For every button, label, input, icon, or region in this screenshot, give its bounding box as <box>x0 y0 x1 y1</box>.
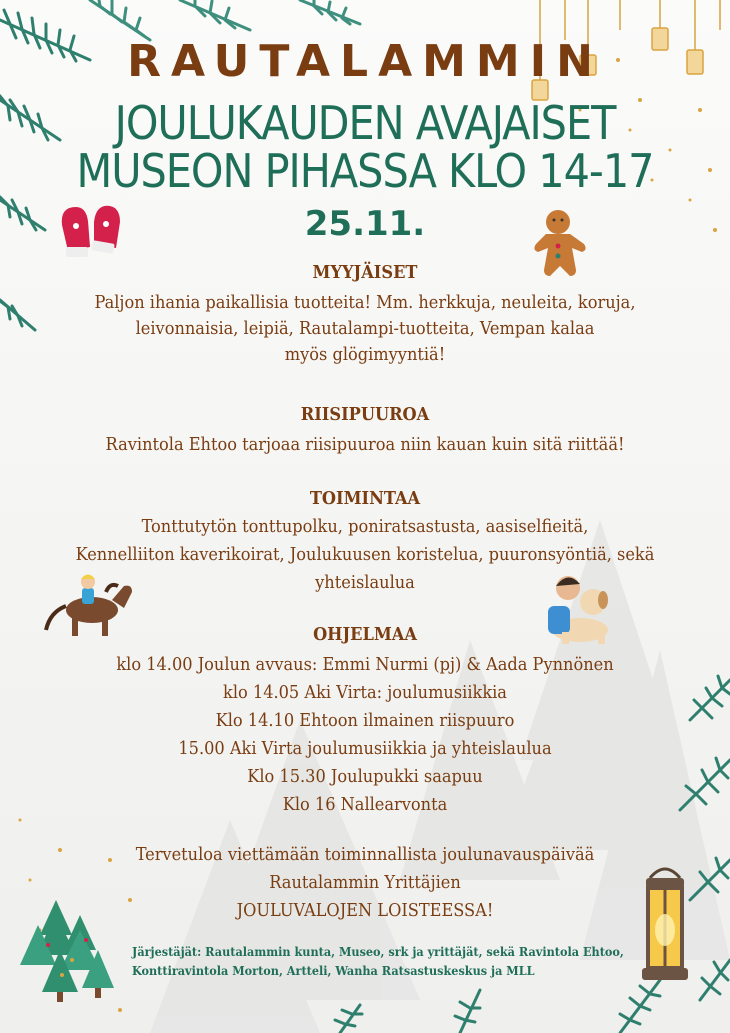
program-line: klo 14.05 Aki Virta: joulumusiikkia <box>223 682 507 703</box>
welcome-line: Tervetuloa viettämään toiminnallista joulunavauspäivää <box>135 844 595 865</box>
event-date: 25.11. <box>304 204 426 244</box>
organizers-line: Järjestäjät: Rautalammin kunta, Museo, srk ja yrittäjät, sekä Ravintola Ehtoo, <box>132 944 624 959</box>
section-line: myös glögimyyntiä! <box>284 344 446 365</box>
section-line: leivonnaisia, leipiä, Rautalampi-tuotteita, Vempan kalaa <box>135 318 595 339</box>
program-line: Klo 16 Nallearvonta <box>282 794 448 815</box>
section-title-myyjaiset: MYYJÄISET <box>312 262 418 283</box>
program-line: Klo 14.10 Ehtoon ilmainen riispuuro <box>215 710 515 731</box>
section-line: Tonttutytön tonttupolku, poniratsastusta, aasiselfieitä, <box>141 516 589 537</box>
program-line: Klo 15.30 Joulupukki saapuu <box>247 766 483 787</box>
pine-branch-icon <box>90 0 360 40</box>
headline-line-2: MUSEON PIHASSA KLO 14-17 <box>76 144 654 198</box>
section-title-ohjelmaa: OHJELMAA <box>313 624 417 645</box>
organizers-line: Konttiravintola Morton, Artteli, Wanha Ratsastuskeskus ja MLL <box>132 963 535 978</box>
section-line: Paljon ihania paikallisia tuotteita! Mm. herkkuja, neuleita, koruja, <box>94 292 636 313</box>
headline-line-1: JOULUKAUDEN AVAJAISET <box>114 96 616 150</box>
welcome-line: JOULUVALOJEN LOISTEESSA! <box>236 900 494 921</box>
brand-title: RAUTALAMMIN <box>127 36 603 87</box>
section-line: Kennelliiton kaverikoirat, Joulukuusen koristelua, puuronsyöntiä, sekä <box>75 544 655 565</box>
program-line: klo 14.00 Joulun avvaus: Emmi Nurmi (pj) & Aada Pynnönen <box>116 654 614 675</box>
section-title-riisipuuroa: RIISIPUUROA <box>300 404 430 425</box>
welcome-line: Rautalammin Yrittäjien <box>269 872 461 893</box>
section-line: yhteislaulua <box>315 572 415 593</box>
section-line: Ravintola Ehtoo tarjoaa riisipuuroa niin kauan kuin sitä riittää! <box>105 434 625 455</box>
program-line: 15.00 Aki Virta joulumusiikkia ja yhteislaulua <box>178 738 552 759</box>
section-title-toimintaa: TOIMINTAA <box>309 488 421 509</box>
